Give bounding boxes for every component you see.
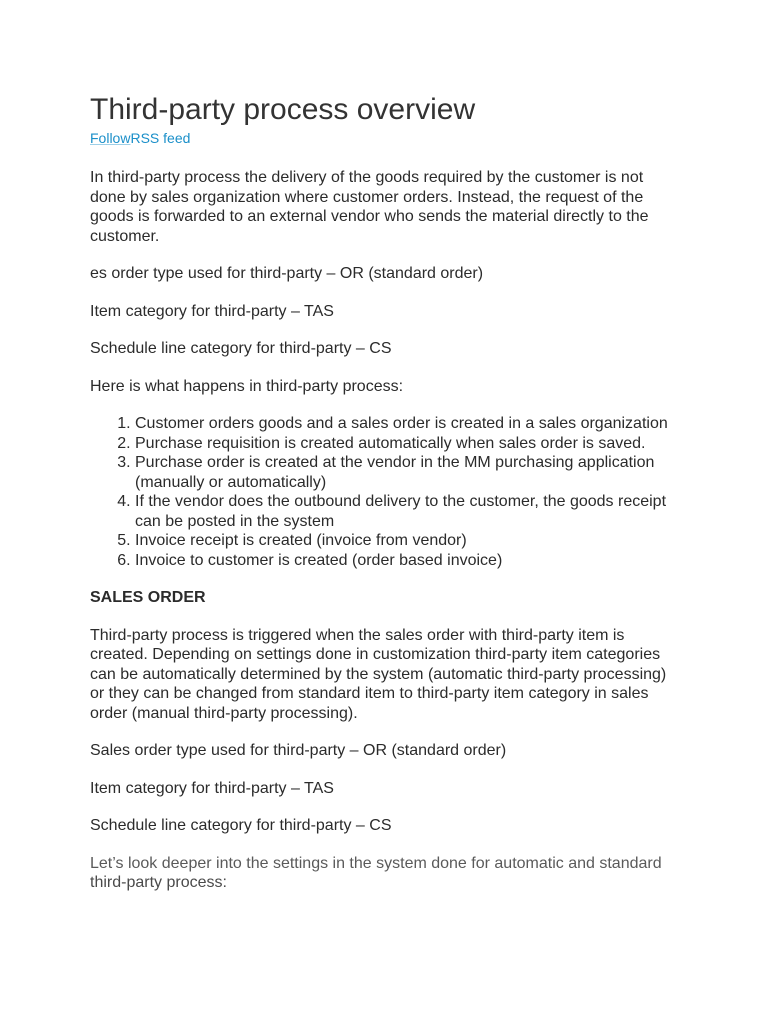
closing-text-part2: third-party process: [90,874,227,891]
item-category-line: Item category for third-party – TAS [90,302,334,320]
item-category-line-2: Item category for third-party – TAS [90,779,334,797]
order-type-line: es order type used for third-party – OR (standard order) [90,265,484,282]
document-page [90,90,680,893]
process-steps-list [90,414,680,570]
sales-order-paragraph: Third-party process is triggered when the sales order with third-party item is created. Depending on settings done in customization third-party item categories can be automatically determined by the system (automatic third-party processing) or they can be changed from standard item to third-party item category in sales order (manual third-party processing). [90,626,667,722]
process-steps-heading: Here is what happens in third-party process: [90,377,404,395]
follow-bar [90,130,680,146]
follow-link[interactable]: Follow [90,130,131,146]
list-item: 2. Purchase requisition is created automatically when sales order is saved. [135,434,680,454]
page-title: Third-party process overview [90,93,476,126]
intro-paragraph: In third-party process the delivery of the goods required by the customer is not done by sales organization where customer orders. Instead, the request of the goods is forwarded to an external vendor who sends the material directly to the customer. [90,169,649,245]
list-item: 6. Invoice to customer is created (order based invoice) [135,551,680,571]
list-item: 4. If the vendor does the outbound delivery to the customer, the goods receipt can be posted in the system [135,492,680,531]
schedule-line-category-line: Schedule line category for third-party – CS [90,340,392,357]
closing-paragraph [90,854,680,893]
sales-order-type-line: Sales order type used for third-party – OR (standard order) [90,742,507,759]
closing-text-part1: Let’s look deeper into the settings in the system done for automatic and standard [90,854,662,872]
list-item: 1. Customer orders goods and a sales order is created in a sales organization [135,414,680,434]
list-item: 5. Invoice receipt is created (invoice from vendor) [135,531,680,551]
rss-feed-link[interactable]: RSS feed [130,130,191,146]
schedule-line-category-line-2: Schedule line category for third-party – CS [90,817,392,834]
sales-order-heading: SALES ORDER [90,589,206,606]
list-item: 3. Purchase order is created at the vendor in the MM purchasing application (manually or automatically) [135,453,680,492]
